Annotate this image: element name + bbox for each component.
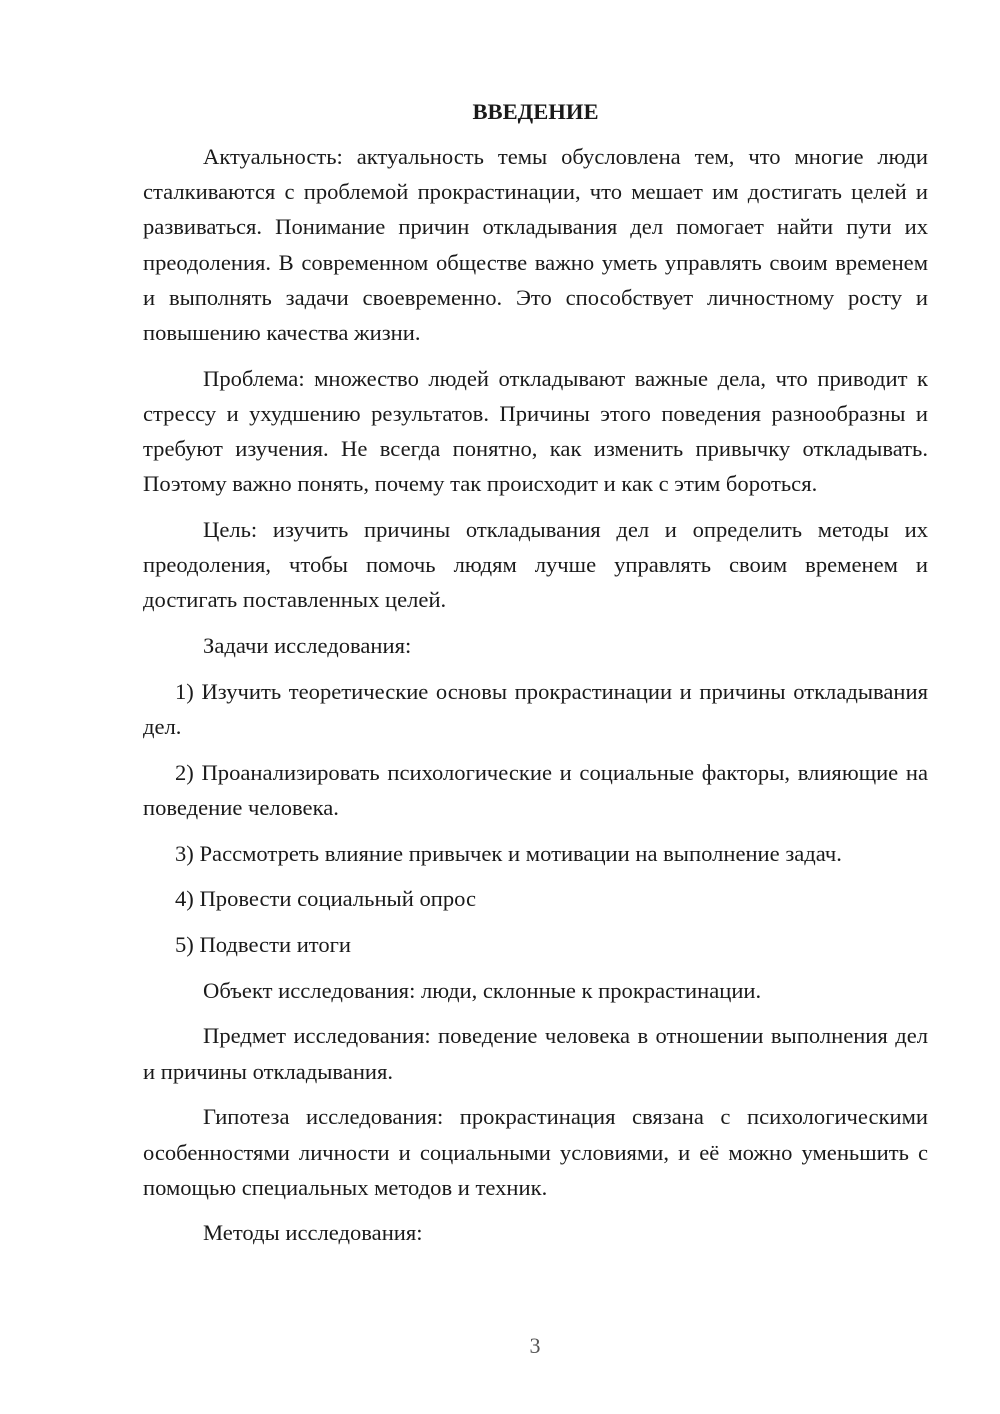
tasks-heading: Задачи исследования: [203,633,412,659]
task-item-1: 1) Изучить теоретические основы прокрастинации и причины откладывания дел. [143,678,928,740]
problem-paragraph: Проблема: множество людей откладывают важные дела, что приводит к стрессу и ухудшению результатов. Причины этого поведения разнообразны и требуют изучения. Не всегда понятно, как изменить привычку откладывать. Поэтому важно понять, почему так происходит и как с этим бороться. [143,365,928,497]
task-item-2: 2) Проанализировать психологические и социальные факторы, влияющие на поведение человека. [143,759,928,820]
hypothesis-paragraph: Гипотеза исследования: прокрастинация связана с психологическими особенностями личности и социальными условиями, и её можно уменьшить с помощью специальных методов и техник. [143,1104,928,1200]
page-number: 3 [529,1333,541,1358]
task-item-5: 5) Подвести итоги [175,932,352,958]
task-item-4: 4) Провести социальный опрос [175,886,477,912]
subject-paragraph: Предмет исследования: поведение человека в отношении выполнения дел и причины откладывания. [143,1023,928,1084]
object-paragraph: Объект исследования: люди, склонные к прокрастинации. [203,977,762,1003]
task-item-3: 3) Рассмотреть влияние привычек и мотивации на выполнение задач. [175,840,842,866]
page-content [143,94,928,1261]
relevance-paragraph: Актуальность: актуальность темы обусловлена тем, что многие люди сталкиваются с проблемой прокрастинации, что мешает им достигать целей и развиваться. Понимание причин откладывания дел помогает найти пути их преодоления. В современном обществе важно уметь управлять своим временем и выполнять задачи своевременно. Это способствует личностному росту и повышению качества жизни. [143,144,928,346]
goal-paragraph: Цель: изучить причины откладывания дел и определить методы их преодоления, чтобы помочь людям лучше управлять своим временем и достигать поставленных целей. [143,517,928,613]
methods-heading: Методы исследования: [203,1220,423,1246]
section-title: ВВЕДЕНИЕ [472,99,599,124]
